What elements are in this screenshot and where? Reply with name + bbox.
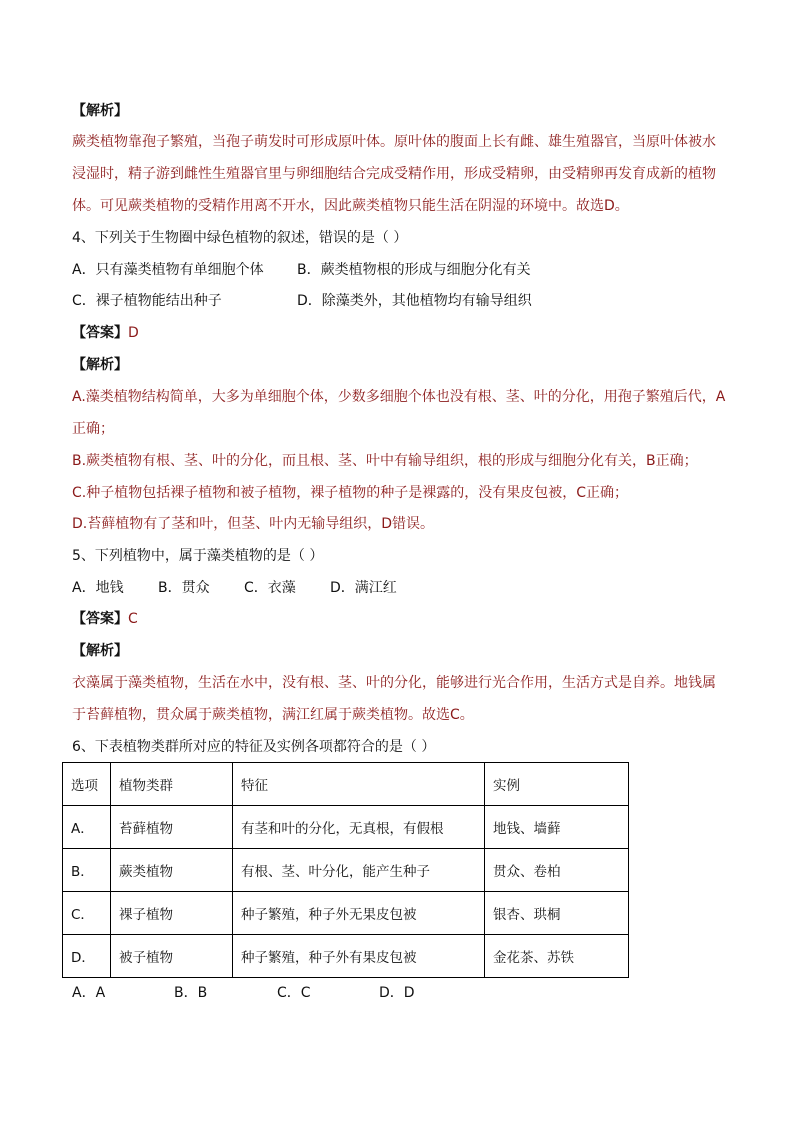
table-cell: D．: [63, 935, 111, 978]
q3-analysis-label: 【解析】: [72, 103, 128, 119]
table-cell: 种子繁殖，种子外无果皮包被: [233, 892, 485, 935]
table-cell: 银杏、珙桐: [485, 892, 629, 935]
q4-option-a: A．只有藻类植物有单细胞个体: [72, 262, 264, 278]
q4-option-d: D．除藻类外，其他植物均有输导组织: [297, 293, 532, 309]
q4-option-b: B．蕨类植物根的形成与细胞分化有关: [297, 262, 531, 278]
q5-answer-value: C: [128, 611, 138, 627]
q5-analysis-line-1: 衣藻属于藻类植物，生活在水中，没有根、茎、叶的分化，能够进行光合作用，生活方式是自养。地钱属: [72, 675, 716, 691]
q4-analysis-line-4: C.种子植物包括裸子植物和被子植物，裸子植物的种子是裸露的，没有果皮包被，C正确；: [72, 485, 628, 501]
q6-option-d: D．D: [379, 985, 415, 1001]
q5-option-c: C．衣藻: [244, 580, 296, 596]
q4-analysis-line-3: B.蕨类植物有根、茎、叶的分化，而且根、茎、叶中有输导组织，根的形成与细胞分化有关，B正确；: [72, 453, 698, 469]
table-row: [63, 806, 629, 849]
q6-table: [62, 762, 629, 978]
q5-analysis-label: 【解析】: [72, 643, 128, 659]
q4-stem: 4、下列关于生物圈中绿色植物的叙述，错误的是（ ）: [72, 230, 408, 246]
table-cell: 有茎和叶的分化，无真根，有假根: [233, 806, 485, 849]
q6-stem: 6、下表植物类群所对应的特征及实例各项都符合的是（ ）: [72, 739, 436, 755]
q3-analysis-line-2: 浸湿时，精子游到雌性生殖器官里与卵细胞结合完成受精作用，形成受精卵，由受精卵再发育成新的植物: [72, 166, 716, 182]
q6-option-c: C．C: [277, 985, 311, 1001]
table-cell: 裸子植物: [111, 892, 233, 935]
q6-option-b: B．B: [174, 985, 208, 1001]
q6-option-a: A．A: [72, 985, 106, 1001]
q4-option-c: C．裸子植物能结出种子: [72, 293, 222, 309]
table-header-cell: 实例: [485, 763, 629, 806]
table-header-cell: 选项: [63, 763, 111, 806]
q5-answer: [72, 608, 722, 630]
q5-answer-label: 【答案】: [72, 611, 128, 627]
table-row: [63, 849, 629, 892]
table-cell: 有根、茎、叶分化，能产生种子: [233, 849, 485, 892]
table-header-row: [63, 763, 629, 806]
table-cell: B．: [63, 849, 111, 892]
table-cell: 贯众、卷柏: [485, 849, 629, 892]
q4-analysis-line-2: 正确；: [72, 421, 114, 437]
q5-option-a: A．地钱: [72, 580, 124, 596]
q5-option-b: B．贯众: [158, 580, 210, 596]
table-cell: A．: [63, 806, 111, 849]
table-cell: 种子繁殖，种子外有果皮包被: [233, 935, 485, 978]
q4-analysis-line-1: A.藻类植物结构简单，大多为单细胞个体，少数多细胞个体也没有根、茎、叶的分化，用孢子繁殖后代，A: [72, 389, 726, 405]
table-header-cell: 植物类群: [111, 763, 233, 806]
q4-analysis-label: 【解析】: [72, 357, 128, 373]
q3-analysis-line-3: 体。可见蕨类植物的受精作用离不开水，因此蕨类植物只能生活在阴湿的环境中。故选D。: [72, 198, 629, 214]
q4-answer-value: D: [128, 325, 139, 341]
q3-analysis-line-1: 蕨类植物靠孢子繁殖，当孢子萌发时可形成原叶体。原叶体的腹面上长有雌、雄生殖器官，当原叶体被水: [72, 134, 716, 150]
table-header-cell: 特征: [233, 763, 485, 806]
q5-analysis-line-2: 于苔藓植物，贯众属于蕨类植物，满江红属于蕨类植物。故选C。: [72, 707, 474, 723]
table-cell: C．: [63, 892, 111, 935]
q4-analysis-line-5: D.苔藓植物有了茎和叶，但茎、叶内无输导组织，D错误。: [72, 516, 435, 532]
q5-stem: 5、下列植物中，属于藻类植物的是（ ）: [72, 548, 324, 564]
table-cell: 蕨类植物: [111, 849, 233, 892]
q4-answer: [72, 322, 722, 344]
q4-answer-label: 【答案】: [72, 325, 128, 341]
table-row: [63, 935, 629, 978]
table-cell: 金花茶、苏铁: [485, 935, 629, 978]
table-row: [63, 892, 629, 935]
table-cell: 地钱、墙藓: [485, 806, 629, 849]
table-cell: 被子植物: [111, 935, 233, 978]
table-cell: 苔藓植物: [111, 806, 233, 849]
q5-option-d: D．满江红: [330, 580, 397, 596]
